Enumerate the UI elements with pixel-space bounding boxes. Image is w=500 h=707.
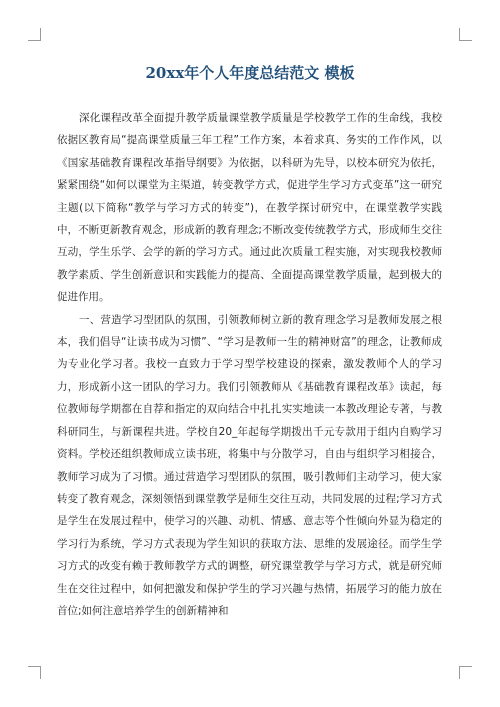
title-year: 20xx	[145, 64, 185, 82]
paragraph-intro: 深化课程改革全面提升教学质量课堂教学质量是学校教学工作的生命线，我校依据区教育局“提高课堂质量三年工程”工作方案，本着求真、务实的工作作风，以《国家基础教育课程改革指导纲要》为依据，以科研为先导，以校本研究为依托，紧紧围绕“如何以课堂为主渠道，转变教学方式，促进学生学习方式变革”这一研究主题(以下简称“教学与学习方式的转变”)，在教学探讨研究中，在课堂教学实践中，不断更新教育观念，形成新的教育理念;不断改变传统教学方式，形成师生交往互动，学生乐学、会学的新的学习方式。通过此次质量工程实施，对实现我校教师教学素质、学生创新意识和实践能力的提高、全面提高课堂教学质量，起到极大的促进作用。	[57, 112, 442, 304]
title-text: 年个人年度总结范文 模板	[184, 64, 355, 82]
crop-mark-top-left	[28, 28, 41, 41]
crop-mark-bottom-right	[459, 666, 472, 679]
crop-mark-top-right	[459, 28, 472, 41]
paragraph-section-1: 一、营造学习型团队的氛围，引领教师树立新的教育理念学习是教师发展之根本，我们倡导“让读书成为习惯”、“学习是教师一生的精神财富”的理念，让教师成为专业化学习者。我校一直致力于学习型学校建设的探索，激发教师个人的学习力，形成新小这一团队的学习力。我们引领教师从《基础教育课程改革》读起，每位教师每学期都在自荐和指定的双向结合中扎扎实实地读一本教改理论专著，与教科研同生，与新课程共进。学校自20_年起每学期拨出千元专款用于组内自购学习资料。学校还组织教师成立读书班，将集中与分散学习，自由与组织学习相接合，教师学习成为了习惯。通过营造学习型团队的氛围，吸引教师们主动学习，使大家转变了教育观念，深刻领悟到课堂教学是师生交往互动，共同发展的过程;学习方式是学生在发展过程中，使学习的兴趣、动机、情感、意志等个性倾向外显为稳定的学习行为系统，学习方式表现为学生知识的获取方法、思维的发展途径。而学生学习方式的改变有赖于教师教学方式的调整，研究课堂教学与学习方式，就是研究师生在交往过程中，如何把激发和保护学生的学习兴趣与热情，拓展学习的能力放在首位;如何注意培养学生的创新精神和	[57, 313, 442, 617]
crop-mark-bottom-left	[28, 666, 41, 679]
document-title	[0, 62, 500, 83]
document-body	[57, 107, 442, 622]
